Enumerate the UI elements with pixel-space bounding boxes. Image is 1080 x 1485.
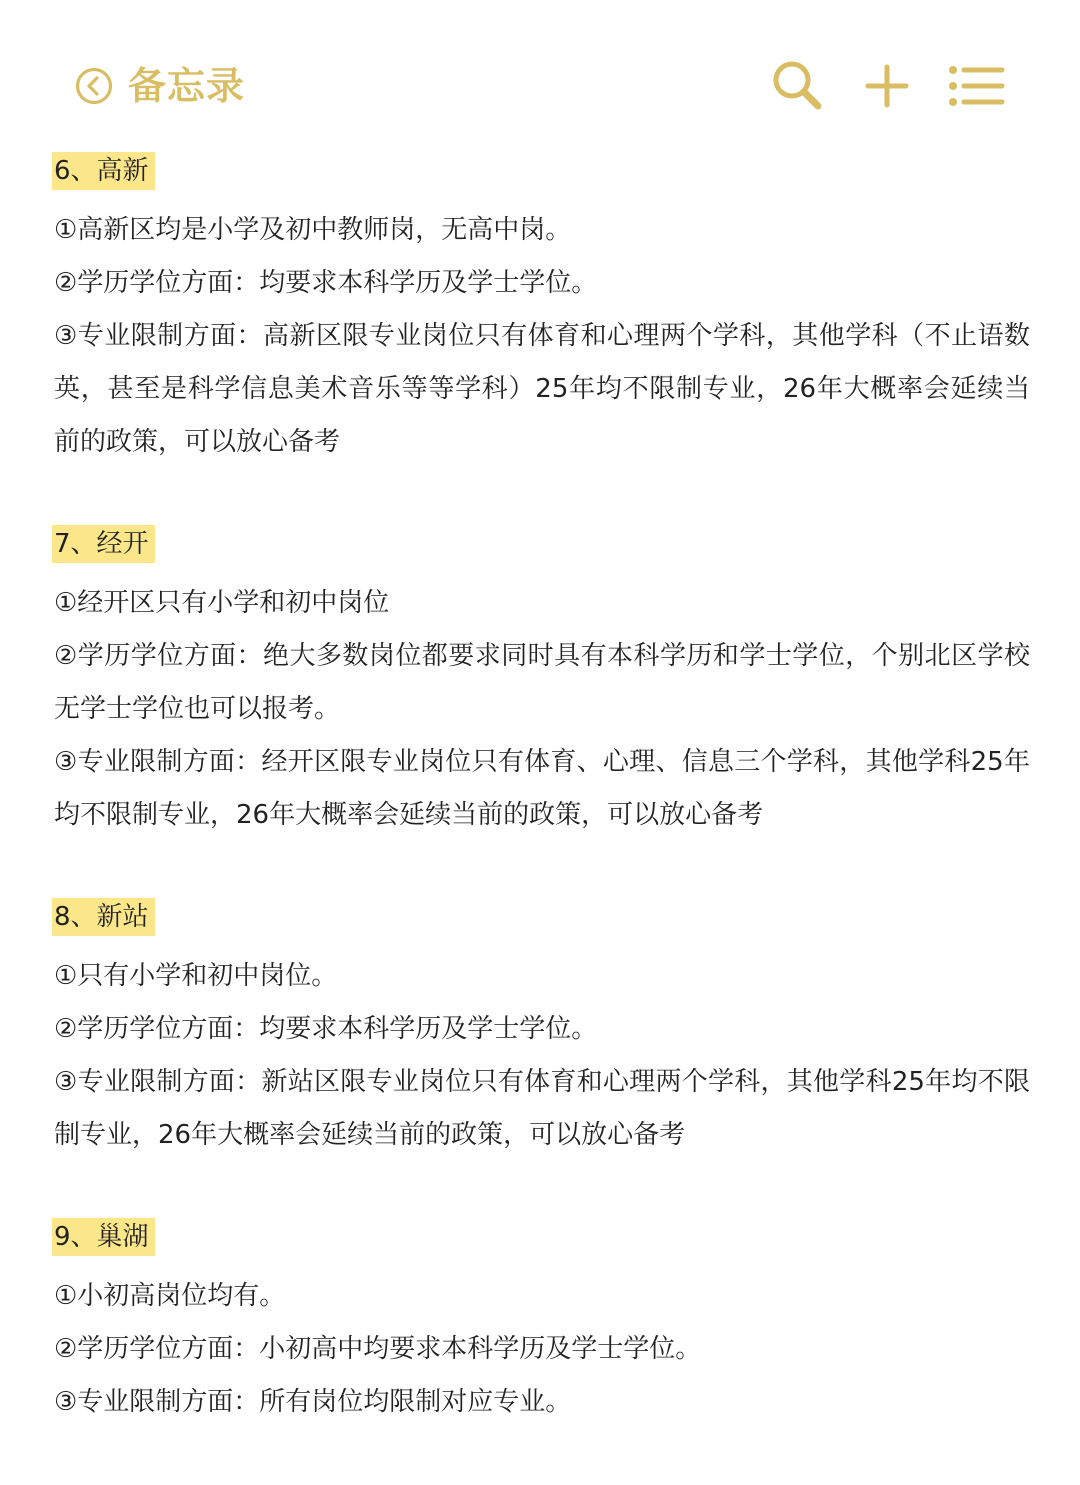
- note-paragraph: ③专业限制方面：经开区限专业岗位只有体育、心理、信息三个学科，其他学科25年均不限制专业，26年大概率会延续当前的政策，可以放心备考: [54, 747, 1030, 830]
- section-title: 7、经开: [52, 525, 155, 563]
- section-chaohu: [54, 1218, 1030, 1429]
- note-paragraph: ②学历学位方面：均要求本科学历及学士学位。: [54, 268, 598, 298]
- note-paragraph: ②学历学位方面：绝大多数岗位都要求同时具有本科学历和学士学位，个别北区学校无学士学位也可以报考。: [54, 641, 1030, 724]
- section-jingkai: [54, 525, 1030, 842]
- note-paragraph: ①高新区均是小学及初中教师岗，无高中岗。: [54, 215, 572, 245]
- list-icon[interactable]: [948, 64, 1006, 108]
- note-paragraph: ①只有小学和初中岗位。: [54, 961, 338, 991]
- search-icon[interactable]: [770, 58, 826, 114]
- header-actions: [770, 58, 1006, 114]
- note-paragraph: ①小初高岗位均有。: [54, 1281, 286, 1311]
- note-content: [54, 152, 1030, 1485]
- note-paragraph: ②学历学位方面：小初高中均要求本科学历及学士学位。: [54, 1334, 702, 1364]
- section-gaoxin: [54, 152, 1030, 469]
- note-paragraph: ③专业限制方面：高新区限专业岗位只有体育和心理两个学科，其他学科（不止语数英，甚至是科学信息美术音乐等等学科）25年均不限制专业，26年大概率会延续当前的政策，可以放心备考: [54, 321, 1030, 457]
- page-title: 备忘录: [128, 64, 246, 108]
- chevron-left-circle-icon: [74, 66, 114, 106]
- note-paragraph: ①经开区只有小学和初中岗位: [54, 588, 390, 618]
- section-title: 8、新站: [52, 898, 155, 936]
- plus-icon[interactable]: [864, 63, 910, 109]
- note-paragraph: ③专业限制方面：所有岗位均限制对应专业。: [54, 1387, 572, 1417]
- note-paragraph: ③专业限制方面：新站区限专业岗位只有体育和心理两个学科，其他学科25年均不限制专业，26年大概率会延续当前的政策，可以放心备考: [54, 1067, 1030, 1150]
- section-title: 9、巢湖: [52, 1218, 155, 1256]
- note-paragraph: ②学历学位方面：均要求本科学历及学士学位。: [54, 1014, 598, 1044]
- section-title: 6、高新: [52, 152, 155, 190]
- app-header: [0, 0, 1080, 150]
- back-button[interactable]: [74, 64, 245, 108]
- section-xinzhan: [54, 898, 1030, 1162]
